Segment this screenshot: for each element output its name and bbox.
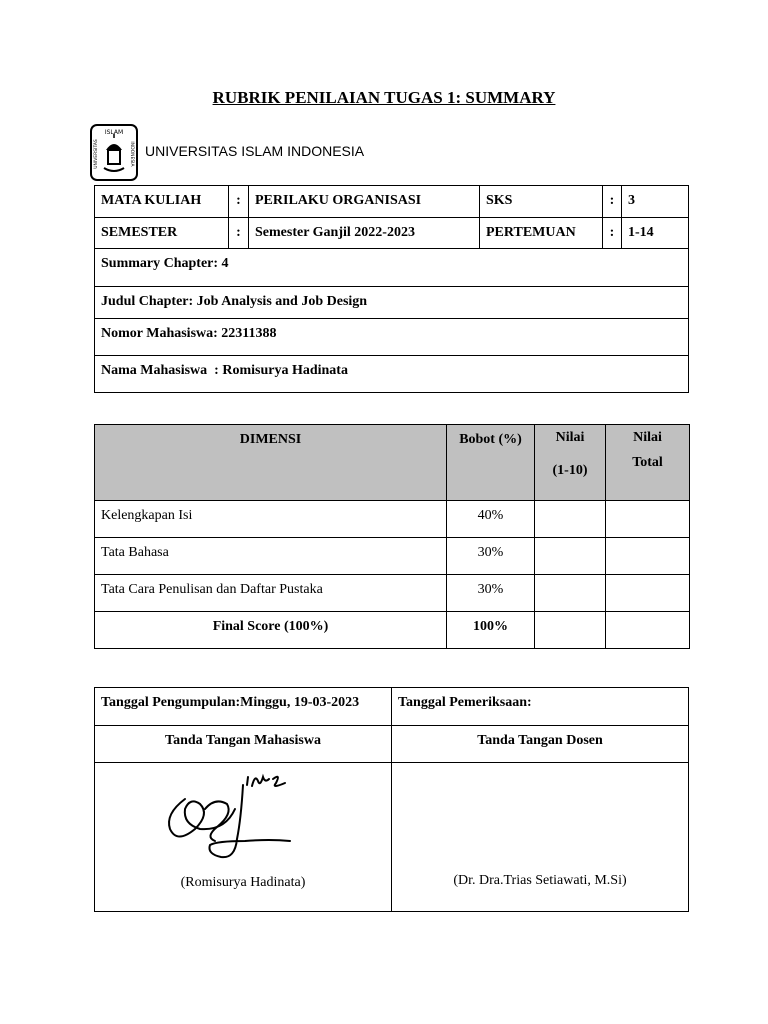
table-row	[95, 538, 690, 575]
nilai-total-cell[interactable]	[606, 575, 690, 612]
lecturer-name: (Dr. Dra.Trias Setiawati, M.Si)	[453, 873, 627, 888]
bobot-cell: 40%	[447, 501, 535, 538]
mata-kuliah-value: PERILAKU ORGANISASI	[249, 186, 480, 218]
judul-chapter: Judul Chapter: Job Analysis and Job Design	[95, 287, 689, 319]
semester-label: SEMESTER	[95, 218, 229, 249]
university-logo	[90, 124, 138, 181]
lecturer-signature-cell	[392, 763, 689, 912]
sks-value: 3	[622, 186, 689, 218]
nilai-total-cell[interactable]	[606, 538, 690, 575]
pertemuan-value: 1-14	[622, 218, 689, 249]
table-row	[95, 575, 690, 612]
sks-label: SKS	[480, 186, 603, 218]
colon: :	[229, 218, 249, 249]
nama-mahasiswa: Nama Mahasiswa : Romisurya Hadinata	[95, 356, 689, 393]
final-score-label: Final Score (100%)	[95, 612, 447, 649]
colon: :	[603, 218, 622, 249]
semester-value: Semester Ganjil 2022-2023	[249, 218, 480, 249]
ttd-dosen-label: Tanda Tangan Dosen	[392, 726, 689, 763]
score-table	[94, 424, 690, 649]
svg-text:INDONESIA: INDONESIA	[129, 141, 134, 167]
bobot-cell: 30%	[447, 538, 535, 575]
header-nilai-total: Nilai Total	[606, 425, 690, 501]
svg-text:UNIVERSITAS: UNIVERSITAS	[94, 139, 99, 169]
nilai-cell[interactable]	[535, 538, 606, 575]
final-bobot: 100%	[447, 612, 535, 649]
table-row	[95, 501, 690, 538]
final-nilai-cell[interactable]	[535, 612, 606, 649]
dimensi-cell: Kelengkapan Isi	[95, 501, 447, 538]
ttd-mahasiswa-label: Tanda Tangan Mahasiswa	[95, 726, 392, 763]
university-name: UNIVERSITAS ISLAM INDONESIA	[145, 143, 365, 159]
pertemuan-label: PERTEMUAN	[480, 218, 603, 249]
nilai-cell[interactable]	[535, 501, 606, 538]
tanggal-pemeriksaan: Tanggal Pemeriksaan:	[392, 688, 689, 726]
student-name: (Romisurya Hadinata)	[180, 875, 306, 890]
summary-chapter: Summary Chapter: 4	[95, 249, 689, 287]
tanggal-pengumpulan: Tanggal Pengumpulan:Minggu, 19-03-2023	[95, 688, 392, 726]
colon: :	[229, 186, 249, 218]
student-signature-cell	[95, 763, 392, 912]
course-info-table	[94, 185, 689, 393]
handwritten-signature	[155, 769, 295, 869]
colon: :	[603, 186, 622, 218]
nilai-total-cell[interactable]	[606, 501, 690, 538]
signature-table	[94, 687, 689, 912]
bobot-cell: 30%	[447, 575, 535, 612]
header-dimensi: DIMENSI	[95, 425, 447, 501]
page-title: RUBRIK PENILAIAN TUGAS 1: SUMMARY	[212, 88, 556, 107]
header-nilai: Nilai (1-10)	[535, 425, 606, 501]
dimensi-cell: Tata Cara Penulisan dan Daftar Pustaka	[95, 575, 447, 612]
header-bobot: Bobot (%)	[447, 425, 535, 501]
nilai-cell[interactable]	[535, 575, 606, 612]
dimensi-cell: Tata Bahasa	[95, 538, 447, 575]
mata-kuliah-label: MATA KULIAH	[95, 186, 229, 218]
svg-text:ISLAM: ISLAM	[104, 129, 124, 136]
final-score-row	[95, 612, 690, 649]
final-total-cell[interactable]	[606, 612, 690, 649]
nomor-mahasiswa: Nomor Mahasiswa: 22311388	[95, 319, 689, 356]
